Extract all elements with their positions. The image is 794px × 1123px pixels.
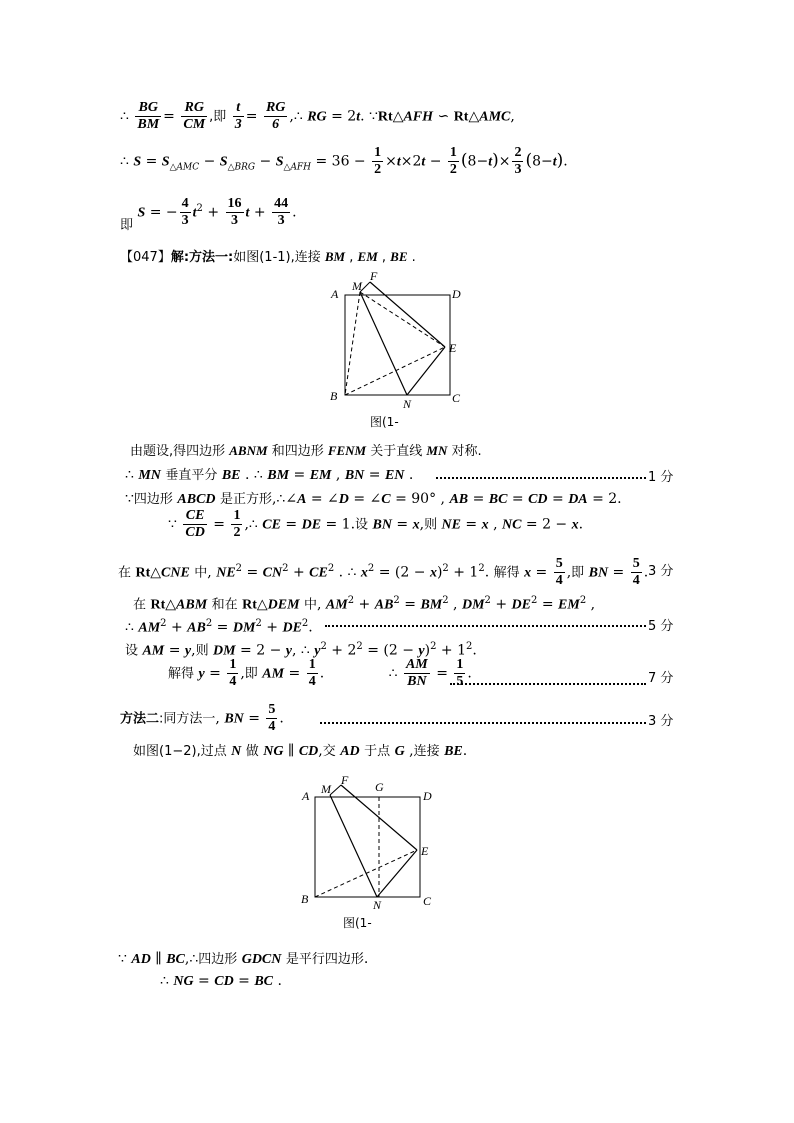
label-N: N bbox=[403, 397, 412, 411]
label-C: C bbox=[423, 894, 432, 908]
label-A: A bbox=[331, 287, 339, 301]
score-label: 5 分 bbox=[648, 619, 674, 634]
solution-line: ∴ MN 垂直平分 BE . ∴ BM = EM , BN = EN . bbox=[125, 467, 414, 483]
solution-line: 解得 y = $\frac{1}{4}$ ,即 AM = $\frac{1}{4}$ . ∴ $\frac{AM}{BN}$ = $\frac{1}{5}$ . bbox=[168, 657, 472, 689]
label-A: A bbox=[302, 789, 310, 803]
solution-line: 设 AM = y,则 DM = 2 − y, ∴ $y^2 + 2^2 = (2 - y)^2 + 1^2$. bbox=[125, 641, 477, 659]
leader-dots bbox=[450, 683, 646, 685]
label-F: F bbox=[370, 269, 378, 283]
label-C: C bbox=[452, 391, 461, 405]
label-F: F bbox=[341, 773, 349, 787]
equation-line-3: 即 S = − $\frac{4}{3}$ $t^2$ + $\frac{16}{3}$ t + $\frac{44}{3}$ . bbox=[120, 196, 297, 233]
figure-2-caption: 图(1- bbox=[343, 916, 372, 930]
leader-dots bbox=[436, 477, 646, 479]
label-B: B bbox=[301, 892, 309, 906]
label-M: M bbox=[321, 782, 331, 796]
equation-line-2: ∴ $S = S_{\triangle AMC} - S_{\triangle BRG} - S_{\triangle AFH} = 36$ − $\frac{1}{2}$ ×t×2t − $\frac{1}{2}$ (8−t)× $\frac{2}{3}$ (8−t). bbox=[120, 145, 568, 177]
figure-1-1 bbox=[325, 269, 485, 411]
equation-line-1: ∴ $\frac{BG}{BM}$ = $\frac{RG}{CM}$ ,即 $\frac{t}{3}$ = $\frac{RG}{6}$ ,∴ RG = 2t. ∵Rt△AFH ∽ Rt△AMC, bbox=[120, 100, 515, 132]
leader-dots bbox=[320, 722, 646, 724]
figure-1-caption: 图(1- bbox=[370, 415, 399, 429]
solution-line: ∴ NG = CD = BC . bbox=[160, 973, 282, 989]
score-label: 3 分 bbox=[648, 714, 674, 729]
solution-line: ∵ $\frac{CE}{CD}$ = $\frac{1}{2}$ ,∴ CE = DE = 1.设 BN = x,则 NE = x , NC = 2 − x. bbox=[168, 508, 584, 540]
solution-line: 在 Rt△CNE 中, $NE^2 = CN^2 + CE^2$ . ∴ $x^2 = (2 - x)^2 + 1^2$. 解得 x = $\frac{5}{4}$ ,即 BN = $\frac{5}{4}$ . bbox=[118, 556, 649, 588]
label-N: N bbox=[373, 898, 382, 912]
solution-line: 如图(1−2),过点 N 做 NG ∥ CD,交 AD 于点 G ,连接 BE. bbox=[133, 743, 468, 759]
fraction: $\frac{RG}{CM}$ bbox=[183, 100, 206, 132]
solution-line: ∵四边形 ABCD 是正方形,∴∠A = ∠D = ∠C = 90° , AB = BC = CD = DA = 2. bbox=[125, 491, 622, 507]
solution-heading: 【047】解:方法一:如图(1-1),连接 BM , EM , BE . bbox=[120, 249, 416, 265]
label-D: D bbox=[423, 789, 432, 803]
label-E: E bbox=[449, 341, 457, 355]
label-B: B bbox=[330, 389, 338, 403]
label-E: E bbox=[421, 844, 429, 858]
score-label: 1 分 bbox=[648, 470, 674, 485]
solution-line: ∵ AD ∥ BC,∴四边形 GDCN 是平行四边形. bbox=[118, 951, 369, 967]
figure-1-2 bbox=[297, 775, 457, 910]
fraction: $\frac{t}{3}$ bbox=[234, 100, 242, 132]
leader-dots bbox=[325, 625, 646, 627]
label-D: D bbox=[452, 287, 461, 301]
solution-line: ∴ $AM^2 + AB^2 = DM^2 + DE^2$. bbox=[125, 618, 313, 636]
score-label: 7 分 bbox=[648, 671, 674, 686]
solution-line: 由题设,得四边形 ABNM 和四边形 FENM 关于直线 MN 对称. bbox=[130, 443, 482, 459]
fraction: $\frac{RG}{6}$ bbox=[265, 100, 286, 132]
score-label: 3 分 bbox=[648, 564, 674, 579]
fraction: $\frac{BG}{BM}$ bbox=[137, 100, 160, 132]
solution-line: 方法二:同方法一, BN = $\frac{5}{4}$ . bbox=[120, 702, 284, 734]
solution-line: 在 Rt△ABM 和在 Rt△DEM 中, $AM^2 + AB^2 = BM^2$ , $DM^2 + DE^2 = EM^2$ , bbox=[133, 595, 596, 613]
label-M: M bbox=[352, 279, 362, 293]
label-G: G bbox=[375, 780, 384, 794]
